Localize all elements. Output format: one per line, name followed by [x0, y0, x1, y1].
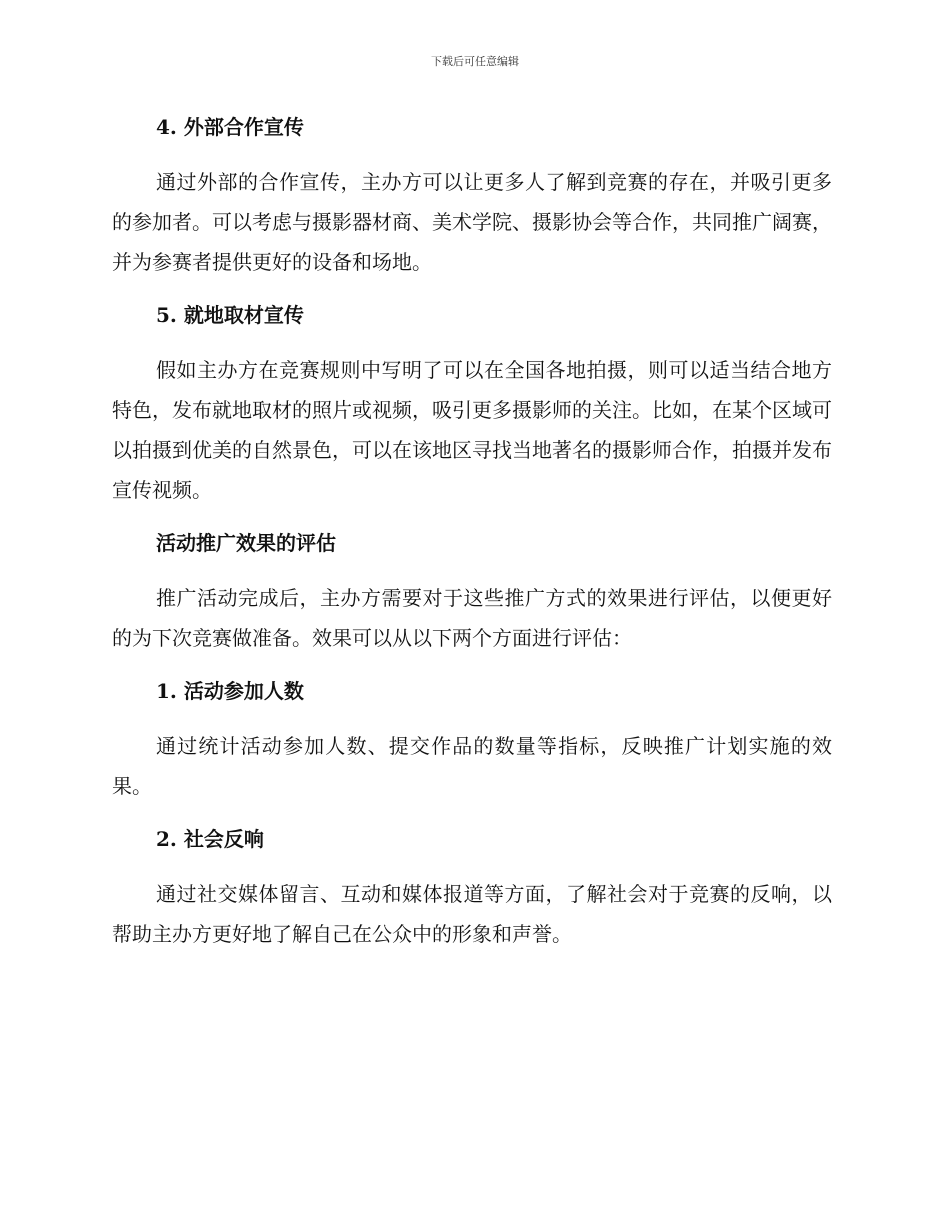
- section-heading-local-material: 5. 就地取材宣传: [156, 303, 304, 327]
- section-heading-social-response: 2. 社会反响: [156, 827, 264, 851]
- page-header: 下载后可任意编辑: [431, 55, 519, 68]
- section-heading-external-cooperation: 4. 外部合作宣传: [156, 115, 304, 139]
- section-paragraph-external-cooperation: 通过外部的合作宣传，主办方可以让更多人了解到竞赛的存在，并吸引更多的参加者。可以考虑与摄影器材商、美术学院、摄影协会等合作，共同推广阔赛，并为参赛者提供更好的设备和场地。: [112, 170, 832, 274]
- section-paragraph-social-response: 通过社交媒体留言、互动和媒体报道等方面，了解社会对于竞赛的反响，以帮助主办方更好地了解自己在公众中的形象和声誉。: [112, 882, 832, 946]
- section-paragraph-participant-count: 通过统计活动参加人数、提交作品的数量等指标，反映推广计划实施的效果。: [112, 734, 832, 798]
- document-body: [112, 108, 832, 954]
- section-heading-promotion-evaluation: 活动推广效果的评估: [156, 531, 336, 555]
- section-heading-participant-count: 1. 活动参加人数: [156, 679, 304, 703]
- section-paragraph-local-material: 假如主办方在竞赛规则中写明了可以在全国各地拍摄，则可以适当结合地方特色，发布就地取材的照片或视频，吸引更多摄影师的关注。比如，在某个区域可以拍摄到优美的自然景色，可以在该地区寻找当地著名的摄影师合作，拍摄并发布宣传视频。: [112, 358, 832, 502]
- section-paragraph-promotion-evaluation: 推广活动完成后，主办方需要对于这些推广方式的效果进行评估，以便更好的为下次竞赛做准备。效果可以从以下两个方面进行评估：: [112, 586, 832, 650]
